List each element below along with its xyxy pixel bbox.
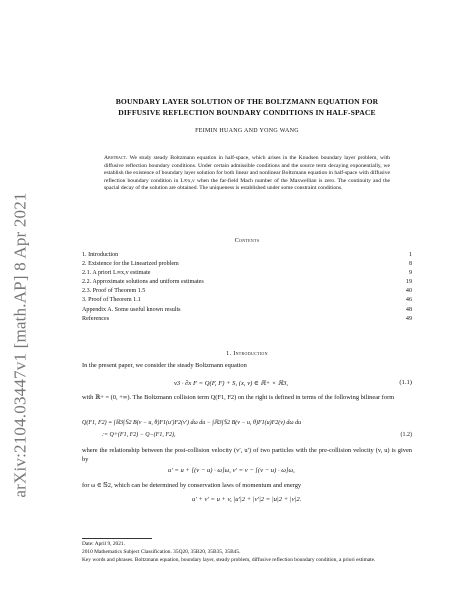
equation-number: (1.1): [399, 379, 412, 386]
equation-1-2: [82, 417, 412, 441]
equation-text: u′ = u + [(v − u) · ω]ω, v′ = v − [(v − u) · ω]ω,: [168, 467, 295, 474]
paragraph: where the relationship between the post-collision velocity (v′, u′) of two particles with the pre-collision velocity (v, u) is given by: [82, 447, 412, 463]
toc-entry-label: 2.3. Proof of Theorem 1.5: [82, 288, 146, 295]
toc-entry-page: 19: [405, 279, 412, 286]
footnote-msc: 2010 Mathematics Subject Classification. 35Q20, 35B20, 35B35, 35B45.: [82, 549, 241, 555]
equation-text: u′ + v′ = u + v, |u′|2 + |v′|2 = |u|2 + |v|2.: [192, 496, 302, 503]
toc-entry-page: 49: [405, 315, 412, 322]
table-of-contents: [82, 251, 412, 324]
abstract: [104, 155, 390, 193]
toc-entry[interactable]: [82, 251, 412, 260]
title-line-1: BOUNDARY LAYER SOLUTION OF THE BOLTZMANN EQUATION FOR: [115, 97, 379, 106]
toc-entry-label: 2. Existence for the Linearized problem: [82, 261, 179, 268]
toc-entry-page: 1: [408, 252, 412, 258]
toc-entry[interactable]: [82, 315, 412, 324]
paragraph: for ω ∈ 𝕊2, which can be determined by conservation laws of momentum and energy: [82, 482, 302, 489]
toc-entry[interactable]: [82, 306, 412, 315]
toc-entry-label: References: [82, 315, 110, 322]
toc-entry-page: 48: [405, 306, 412, 313]
footnote-keywords: Key words and phrases. Boltzmann equation, boundary layer, steady problem, diffusive reflection boundary condition, a priori estimate.: [82, 557, 376, 563]
equation-conservation: [82, 496, 412, 506]
paragraph: In the present paper, we consider the steady Boltzmann equation: [82, 362, 247, 369]
section-heading-introduction: 1. Introduction: [226, 350, 268, 357]
toc-entry[interactable]: [82, 260, 412, 269]
equation-collision: [82, 467, 412, 477]
toc-entry-page: 8: [408, 261, 412, 268]
toc-entry-page: 9: [408, 270, 412, 277]
toc-entry-label: 1. Introduction: [82, 252, 119, 258]
toc-entry-label: 3. Proof of Theorem 1.1: [82, 297, 141, 304]
toc-entry-label: 2.2. Approximate solutions and uniform estimates: [82, 279, 204, 286]
equation-1-1: [82, 379, 412, 389]
authors: FEIMIN HUANG AND YONG WANG: [195, 128, 299, 134]
toc-entry-page: 40: [405, 288, 412, 295]
toc-entry-page: 46: [405, 297, 412, 304]
equation-number: (1.2): [400, 432, 412, 438]
equation-text: := Q+(F1, F2) − Q−(F1, F2),: [102, 432, 176, 438]
footnote-date: Date: April 9, 2021.: [82, 541, 125, 547]
paragraph: with ℝ+ = (0, +∞). The Boltzmann collision term Q(F1, F2) on the right is defined in terms of the following bilinear form: [82, 394, 395, 401]
abstract-text: We study steady Boltzmann equation in half-space, which arises in the Knudsen boundary layer problem, with diffusive reflection boundary conditions. Under certain admissible conditions and the source term decaying exponentially, we establish the existence of boundary layer solution for both linear and nonlinear Boltzmann equation in half-space with diffusive reflection boundary condition in L∞x,v when the far-field Mach number of the Maxwellian is zero. The continuity and the spacial decay of the solution are obtained. The uniqueness is established under some constraint conditions.: [104, 155, 390, 192]
footnote-rule: [82, 538, 152, 539]
toc-entry[interactable]: [82, 296, 412, 305]
toc-entry-label: Appendix A. Some useful known results: [82, 306, 181, 313]
arxiv-identifier-text: arXiv:2104.03447v1 [math.AP] 8 Apr 2021: [11, 192, 30, 498]
abstract-label: Abstract.: [104, 155, 128, 161]
title-line-2: DIFFUSIVE REFLECTION BOUNDARY CONDITIONS IN HALF-SPACE: [118, 108, 376, 117]
paper-title: [82, 96, 412, 118]
toc-entry[interactable]: [82, 269, 412, 278]
toc-entry-label: 2.1. A priori L∞x,v estimate: [82, 270, 151, 277]
toc-entry[interactable]: [82, 278, 412, 287]
toc-entry[interactable]: [82, 287, 412, 296]
contents-heading: Contents: [234, 237, 260, 244]
equation-text: Q(F1, F2) ≡ ∫ℝ3∫𝕊2 B(v − u, θ)F1(u′)F2(v′) dω du − ∫ℝ3∫𝕊2 B(v − u, θ)F1(u)F2(v) dω du: [82, 420, 302, 426]
equation-text: v3 · ∂x F = Q(F, F) + S, (x, v) ∈ ℝ+ × ℝ3,: [174, 380, 289, 387]
arxiv-identifier-stamp: [6, 120, 36, 570]
